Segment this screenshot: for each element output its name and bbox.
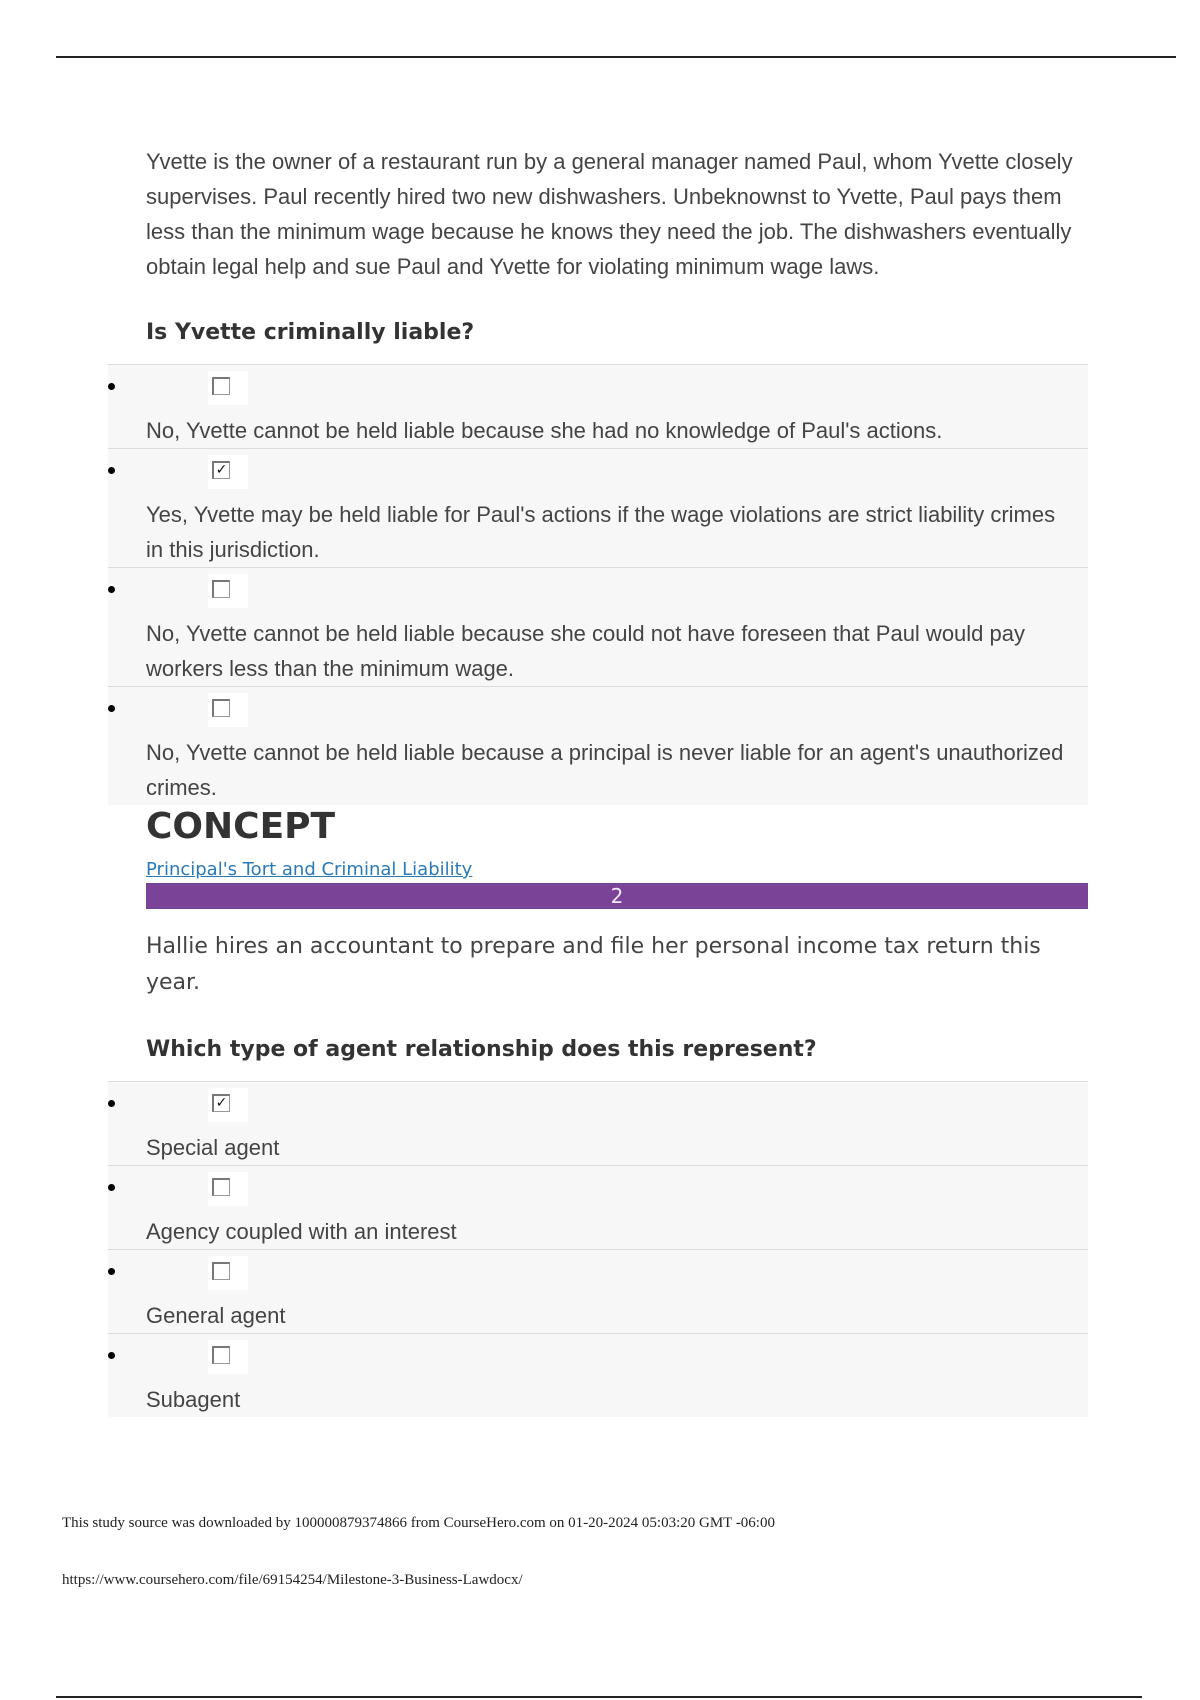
checkbox[interactable] [212,1262,230,1280]
document-content [108,144,1088,1417]
question-1-options [108,364,1088,805]
checkbox-wrapper [208,455,248,489]
checkbox[interactable] [212,1346,230,1364]
bullet-icon [108,1100,115,1107]
checkbox-checked[interactable]: ✓ [212,1094,230,1112]
question-1-option-1[interactable] [108,364,1088,448]
checkbox-wrapper [208,1256,248,1290]
concept-link[interactable]: Principal's Tort and Criminal Liability [146,859,473,880]
bullet-icon [108,383,115,390]
question-1-option-2[interactable] [108,448,1088,567]
footer-source-note: This study source was downloaded by 100000879374866 from CourseHero.com on 01-20-2024 05:03:20 GMT -06:00 [62,1515,775,1531]
option-label: No, Yvette cannot be held liable because she had no knowledge of Paul's actions. [146,418,943,443]
question-2-options [108,1081,1088,1417]
checkbox-wrapper [208,574,248,608]
question-1-option-4[interactable] [108,686,1088,805]
bullet-icon [108,467,115,474]
checkbox-wrapper [208,693,248,727]
option-label: Yes, Yvette may be held liable for Paul's actions if the wage violations are strict liability crimes in this jurisdiction. [146,502,1056,562]
footer-url: https://www.coursehero.com/file/69154254/Milestone-3-Business-Lawdocx/ [62,1572,523,1588]
checkbox-wrapper [208,1172,248,1206]
option-label: Subagent [146,1387,241,1412]
question-2-prompt: Which type of agent relationship does this represent? [146,1037,817,1062]
checkbox[interactable] [212,580,230,598]
checkbox[interactable] [212,377,230,395]
checkbox-wrapper [208,371,248,405]
option-label: No, Yvette cannot be held liable because a principal is never liable for an agent's unauthorized crimes. [146,740,1064,800]
question-2-option-4[interactable] [108,1333,1088,1417]
bullet-icon [108,1268,115,1275]
bullet-icon [108,586,115,593]
question-2-stem-wrapper [108,929,1088,1001]
bullet-icon [108,1184,115,1191]
checkbox-wrapper [208,1088,248,1122]
question-1-option-3[interactable] [108,567,1088,686]
question-2-option-3[interactable] [108,1249,1088,1333]
question-2-option-2[interactable] [108,1165,1088,1249]
question-2-number-bar: 2 [146,883,1088,909]
option-label: Special agent [146,1135,280,1160]
option-label: General agent [146,1303,286,1328]
concept-heading: CONCEPT [146,806,336,847]
top-rule [56,56,1176,58]
option-label: No, Yvette cannot be held liable because she could not have foreseen that Paul would pay workers less than the minimum wage. [146,621,1025,681]
option-label: Agency coupled with an interest [146,1219,457,1244]
bullet-icon [108,705,115,712]
checkbox-wrapper [208,1340,248,1374]
bullet-icon [108,1352,115,1359]
question-2-stem: Hallie hires an accountant to prepare and file her personal income tax return this year. [146,934,1041,995]
question-1-stem: Yvette is the owner of a restaurant run by a general manager named Paul, whom Yvette closely supervises. Paul recently hired two new dishwashers. Unbeknownst to Yvette, Paul pays them less than the minimum wage because he knows they need the job. The dishwashers eventually obtain legal help and sue Paul and Yvette for violating minimum wage laws. [146,149,1073,279]
question-1-prompt: Is Yvette criminally liable? [146,320,475,345]
checkbox-checked[interactable]: ✓ [212,461,230,479]
checkbox[interactable] [212,1178,230,1196]
question-2-option-1[interactable] [108,1081,1088,1165]
bottom-rule [56,1696,1142,1698]
checkbox[interactable] [212,699,230,717]
